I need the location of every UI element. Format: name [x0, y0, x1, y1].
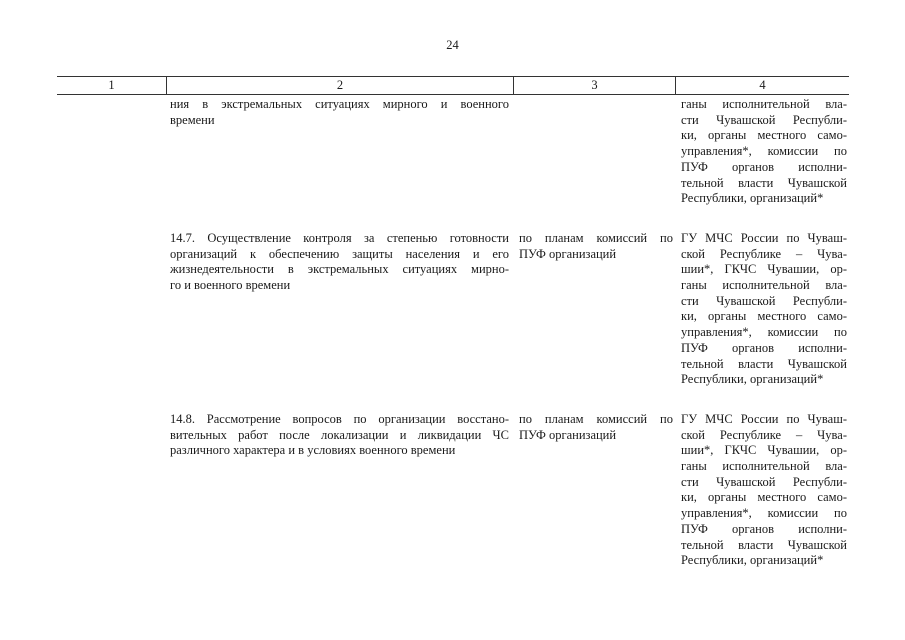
cell-text-line: ПУФ органов исполни-	[681, 521, 847, 536]
cell-text-line: Республики, организаций*	[681, 191, 824, 206]
table-cell-column-1	[57, 412, 166, 569]
cell-text-line: по планам комиссий по	[519, 411, 673, 426]
column-header-4: 4	[675, 77, 849, 94]
column-header-3: 3	[513, 77, 675, 94]
table-cell-column-4	[675, 412, 849, 569]
cell-text-line: 14.7. Осуществление контроля за степенью готовности	[170, 230, 509, 245]
table-cell-column-3	[513, 412, 675, 569]
cell-text-line: ки, органы местного само-	[681, 309, 847, 324]
cell-text-line: ганы исполнительной вла-	[681, 278, 847, 293]
cell-text-line: ской Республике – Чува-	[681, 246, 847, 261]
table-cell-column-3	[513, 231, 675, 388]
cell-text-line: ки, органы местного само-	[681, 490, 847, 505]
cell-text-line: ганы исполнительной вла-	[681, 97, 847, 111]
table-cell-column-4	[675, 97, 849, 207]
cell-text-line: управления*, комиссии по	[681, 506, 847, 521]
table-cell-column-3	[513, 97, 675, 207]
table-row	[57, 231, 849, 388]
cell-text-line: жизнедеятельности в экстремальных ситуациях мирно-	[170, 262, 509, 277]
cell-text-line: ганы исполнительной вла-	[681, 459, 847, 474]
table-cell-column-2	[166, 231, 513, 388]
cell-text-line: ния в экстремальных ситуациях мирного и военного	[170, 97, 509, 111]
cell-text-line: ГУ МЧС России по Чуваш-	[681, 230, 847, 245]
page-number: 24	[446, 38, 459, 52]
cell-text-line: сти Чувашской Республи-	[681, 293, 847, 308]
cell-text-line: ки, органы местного само-	[681, 128, 847, 143]
table-cell-column-1	[57, 97, 166, 207]
document-table	[57, 76, 849, 569]
table-body	[57, 97, 849, 569]
cell-text-line: управления*, комиссии по	[681, 144, 847, 159]
cell-text-line: шии*, ГКЧС Чувашии, ор-	[681, 262, 847, 277]
cell-text-line: ПУФ организаций	[519, 427, 617, 442]
cell-text-line: ПУФ органов исполни-	[681, 159, 847, 174]
table-cell-column-4	[675, 231, 849, 388]
cell-text-line: времени	[170, 112, 215, 127]
cell-text-line: Республики, организаций*	[681, 372, 824, 387]
cell-text-line: управления*, комиссии по	[681, 325, 847, 340]
table-header-row	[57, 76, 849, 95]
cell-text-line: го и военного времени	[170, 278, 291, 293]
cell-text-line: ГУ МЧС России по Чуваш-	[681, 411, 847, 426]
cell-text-line: Республики, организаций*	[681, 553, 824, 568]
cell-text-line: тельной власти Чувашской	[681, 356, 847, 371]
table-row	[57, 97, 849, 207]
cell-text-line: по планам комиссий по	[519, 230, 673, 245]
cell-text-line: сти Чувашской Республи-	[681, 474, 847, 489]
cell-text-line: 14.8. Рассмотрение вопросов по организации восстано-	[170, 411, 509, 426]
table-cell-column-2	[166, 97, 513, 207]
cell-text-line: тельной власти Чувашской	[681, 537, 847, 552]
cell-text-line: различного характера и в условиях военного времени	[170, 443, 456, 458]
cell-text-line: тельной власти Чувашской	[681, 175, 847, 190]
cell-text-line: сти Чувашской Республи-	[681, 112, 847, 127]
cell-text-line: организаций к обеспечению защиты населения и его	[170, 246, 509, 261]
column-header-2: 2	[166, 77, 513, 94]
cell-text-line: ской Республике – Чува-	[681, 427, 847, 442]
table-cell-column-2	[166, 412, 513, 569]
table-row	[57, 412, 849, 569]
column-header-1: 1	[108, 78, 115, 92]
cell-text-line: шии*, ГКЧС Чувашии, ор-	[681, 443, 847, 458]
table-cell-column-1	[57, 231, 166, 388]
cell-text-line: ПУФ организаций	[519, 246, 617, 261]
cell-text-line: ПУФ органов исполни-	[681, 340, 847, 355]
cell-text-line: вительных работ после локализации и ликвидации ЧС	[170, 427, 509, 442]
